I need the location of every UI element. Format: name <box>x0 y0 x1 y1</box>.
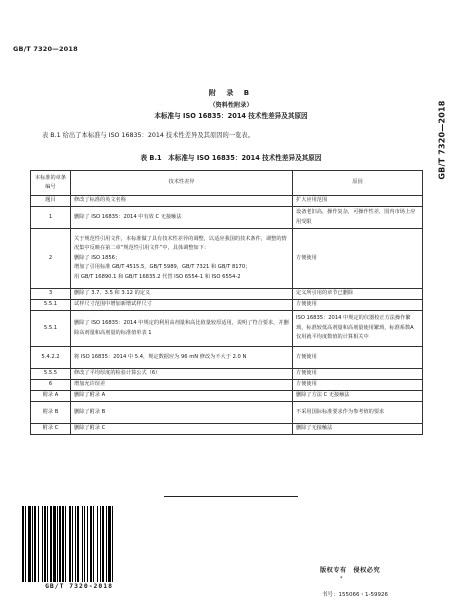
technical-difference-cell: 删除了 3.7、3.5 和 3.12 的定义 <box>71 289 293 300</box>
table-row <box>31 311 423 347</box>
reason-cell: 方便使用 <box>293 369 423 380</box>
table-row <box>31 369 423 380</box>
barcode <box>22 506 136 590</box>
reason-cell: 设备老旧高，操作复杂，可操作性差，国内市场上应用受限 <box>293 207 423 229</box>
header-technical-difference: 技术性差异 <box>71 171 293 196</box>
clause-number-cell: 3 <box>31 289 71 300</box>
technical-difference-cell: 修改了平均厚度的检验计算公式（6） <box>71 369 293 380</box>
appendix-title: 附 录 B <box>208 89 254 97</box>
clause-number-cell: 2 <box>31 229 71 289</box>
table-row <box>31 229 423 289</box>
technical-difference-cell: 将 ISO 16835：2014 中 5.4，规定数据应为 96 mN 修改为不大于 2.0 N <box>71 347 293 369</box>
clause-number-cell: 1 <box>31 207 71 229</box>
barcode-text: GB/T 7320-2018 <box>22 582 136 590</box>
reason-cell: ISO 16835：2014 中规定的仪器校正方法操作繁琐，标准较低高剂量和高剂量使用繁琐，标准系数A 仅用就平均度数值的计算相关中 <box>293 311 423 347</box>
table-row <box>31 424 423 435</box>
table-title: 表 B.1 本标准与 ISO 16835：2014 技术性差异及其原因 <box>140 154 322 162</box>
reason-cell: 扩大应用范围 <box>293 196 423 207</box>
table-row <box>31 289 423 300</box>
technical-difference-cell: 增加允许误差 <box>71 380 293 391</box>
technical-difference-cell: 删除了 ISO 16835：2014 中有效 C 无接触法 <box>71 207 293 229</box>
clause-number-cell: 附录 B <box>31 402 71 424</box>
barcode-bars <box>22 506 136 582</box>
header-reason: 原因 <box>293 171 423 196</box>
appendix-heading: 本标准与 ISO 16835：2014 技术性差异及其原因 <box>154 112 308 120</box>
technical-difference-cell: 试样尺寸范围中增加新增试样尺寸 <box>71 300 293 311</box>
clause-number-cell: 5.5.1 <box>31 311 71 347</box>
appendix-subtitle: （资料性附录） <box>209 102 253 109</box>
clause-number-cell: 5.5.1 <box>31 300 71 311</box>
reason-cell: 方便使用 <box>293 300 423 311</box>
reason-cell: 方便使用 <box>293 229 423 289</box>
clause-number-cell: 5.4.2.2 <box>31 347 71 369</box>
table-row <box>31 207 423 229</box>
clause-number-cell: 题目 <box>31 196 71 207</box>
difference-table <box>30 170 423 435</box>
table-row <box>31 402 423 424</box>
technical-difference-cell: 删除了 ISO 16835：2014 中规定的利用高剂量和高比值量较厚适用，说明了符合要求，并删除高剂量和高剂量的标准值单表 1 <box>71 311 293 347</box>
reason-cell: 不采用国际标准要求作为参考值的要求 <box>293 402 423 424</box>
standard-code-top: GB/T 7320—2018 <box>13 45 78 53</box>
reason-cell: 删除了方法 C 无接触法 <box>293 391 423 402</box>
copyright-mark: * <box>340 576 343 582</box>
table-row <box>31 196 423 207</box>
table-row <box>31 380 423 391</box>
technical-difference-cell: 修改了标准的英文名称 <box>71 196 293 207</box>
clause-number-cell: 附录 C <box>31 424 71 435</box>
clause-number-cell: 5.5.5 <box>31 369 71 380</box>
intro-paragraph: 表 B.1 给出了本标准与 ISO 16835：2014 技术性差异及其原因的一览表。 <box>42 132 255 139</box>
table-row <box>31 347 423 369</box>
technical-difference-cell: 删除了附录 B <box>71 402 293 424</box>
end-rule <box>164 496 298 497</box>
table-row <box>31 300 423 311</box>
reason-cell: 删除了无接触法 <box>293 424 423 435</box>
reason-cell: 方便使用 <box>293 380 423 391</box>
reason-cell: 方便使用 <box>293 347 423 369</box>
technical-difference-cell: 关于规范性引用文件，本标准做了具有技术性差异的调整，以适应我国的技术条件，调整的情况集中反映在第二章“规范性引用文件”中，具体调整如下： 删除了 ISO 1856； 增加了引用标准 GB/T 4515.5，GB/T 5989，GB/T 7321 和 GB/T 8170； 用 GB/T 16890.1 和 GB/T 16835.2 代替 ISO 6554-1 和 ISO 6554-2 <box>71 229 293 289</box>
technical-difference-cell: 删除了附录 A <box>71 391 293 402</box>
clause-number-cell: 附录 A <box>31 391 71 402</box>
clause-number-cell: 6 <box>31 380 71 391</box>
technical-difference-cell: 删除了附录 C <box>71 424 293 435</box>
book-number: 书号：155066・1-59926 <box>322 592 388 598</box>
header-clause-number: 本标准的章条编号 <box>31 171 71 196</box>
table-header-row <box>31 171 423 196</box>
table-row <box>31 391 423 402</box>
standard-code-side-text: GB/T 7320—2018 <box>437 100 447 180</box>
reason-cell: 定义所引用的章节已删除 <box>293 289 423 300</box>
copyright-notice: 版权专有 侵权必究 <box>320 567 381 574</box>
